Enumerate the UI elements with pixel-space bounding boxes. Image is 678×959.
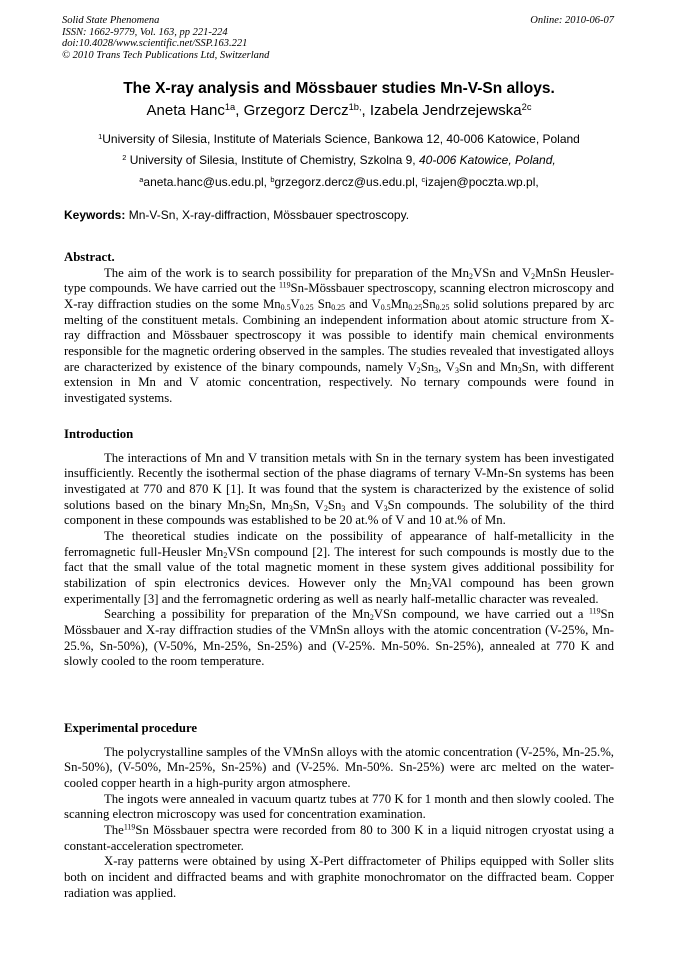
- introduction-section: [64, 427, 614, 670]
- online-date: Online: 2010-06-07: [530, 15, 614, 26]
- author-emails: $^a$aneta.hanc@us.edu.pl, $^b$grzegorz.dercz@us.edu.pl, $^c$izajen@poczta.wp.pl,: [139, 174, 539, 189]
- journal-header: [62, 15, 269, 61]
- keywords: [64, 208, 409, 222]
- journal-name: Solid State Phenomena: [62, 15, 160, 26]
- author-affiliation-mark: 2c: [521, 101, 532, 112]
- affiliation-2: $^2$ University of Silesia, Institute of Chemistry, Szkolna 9, 40-006 Katowice, Poland,: [122, 152, 556, 167]
- experimental-paragraph: X-ray patterns were obtained by using X-Pert diffractometer of Philips equipped with Soller slits both on incident and diffracted beams and with graphite monochromator on the diffracted beam. Copper radiation was applied.: [64, 854, 614, 900]
- introduction-heading: Introduction: [64, 427, 134, 441]
- author-affiliation-mark: 1a: [224, 101, 236, 112]
- abstract-heading: Abstract.: [64, 250, 115, 264]
- abstract-paragraph: The aim of the work is to search possibility for preparation of the $Mn_2VSn$ and $V_2MnSn$ Heusler-type compounds. We have carried out the $^{119}$Sn-Mössbauer spectroscopy, scanning electron microscopy and X-ray diffraction studies on the some $Mn_{0.5}V_{0.25}$ $Sn_{0.25}$ and $V_{0.5}Mn_{0.25}Sn_{0.25}$ solid solutions prepared by arc melting of the constituent metals. Combining an independent information about atomic structure from X-ray diffraction and Mössbauer spectroscopy it was possible to identify main chemical environments responsible for the magnetic ordering observed in the samples. The studies revealed that investigated alloys are characterized by existence of the binary compounds, namely $V_2Sn_3$, $V_3Sn$ and $Mn_3Sn$, with different extension in Mn and V atomic concentration, respectively. No ternary compounds were found in investigated systems.: [64, 265, 615, 405]
- introduction-paragraph: The interactions of Mn and V transition metals with Sn in the ternary system has been investigated insufficiently. Recently the isothermal section of the phase diagrams of ternary V-Mn-Sn systems has been investigated at 770 and 870 K [1]. It was found that the system is characterized by the existence of solid solutions based on the binary $Mn_2Sn$, $Mn_3Sn$, $V_2Sn_3$ and $V_3Sn$ compounds. The solubility of the third component in these compounds was established to be 20 at.% of V and 10 at.% of Mn.: [64, 450, 614, 528]
- keywords-label: Keywords:: [64, 208, 126, 222]
- experimental-paragraph: The ingots were annealed in vacuum quartz tubes at 770 K for 1 month and then slowly cooled. The scanning electron microscopy was used for concentration examination.: [64, 791, 614, 822]
- email-link[interactable]: grzegorz.dercz@us.edu.pl,: [274, 175, 419, 189]
- experimental-section: [64, 721, 614, 901]
- journal-doi: doi:10.4028/www.scientific.net/SSP.163.221: [62, 38, 248, 50]
- affiliation-1: $^1$University of Silesia, Institute of Materials Science, Bankowa 12, 40-006 Katowice, Poland: [98, 131, 580, 146]
- keywords-text: Mn-V-Sn, X-ray-diffraction, Mössbauer spectroscopy.: [128, 208, 410, 222]
- author-name: Izabela Jendrzejewska: [369, 102, 522, 119]
- author-name: Aneta Hanc: [146, 102, 225, 119]
- email-link[interactable]: aneta.hanc@us.edu.pl,: [143, 175, 268, 189]
- journal-issn: ISSN: 1662-9779, Vol. 163, pp 221-224: [62, 26, 228, 38]
- experimental-paragraph: The$^{119}$Sn Mössbauer spectra were recorded from 80 to 300 K in a liquid nitrogen cryostat using a constant-acceleration spectrometer.: [64, 822, 614, 853]
- experimental-paragraph: The polycrystalline samples of the VMnSn alloys with the atomic concentration (V-25%, Mn-25.%, Sn-50%), (V-50%, Mn-25%, Sn-25%) and (V-25%. Mn-50%. Sn-25%) were arc melted on the water-cooled copper hearth in a high-purity argon atmosphere.: [64, 744, 614, 790]
- email-link[interactable]: izajen@poczta.wp.pl,: [425, 175, 539, 189]
- author-name: Grzegorz Dercz: [243, 102, 349, 119]
- author-affiliation-mark: 1b,: [348, 101, 362, 112]
- introduction-paragraph: The theoretical studies indicate on the possibility of appearance of half-metallicity in the ferromagnetic full-Heusler $Mn_2VSn$ compound [2]. The interest for such compounds is mostly due to the fact that the small value of the total magnetic moment in these system gives additional possibility for stabilization of spin electronics devices. However only the $Mn_2VAl$ compound has been grown experimentally [3] and the ferromagnetic ordering as well as nearly half-metallic character was revealed.: [64, 528, 614, 606]
- introduction-paragraph: Searching a possibility for preparation of the $Mn_2VSn$ compound, we have carried out a $^{119}$Sn Mössbauer and X-ray diffraction studies of the VMnSn alloys with the atomic concentration (V-25%, Mn-25.%, Sn-50%), (V-50%, Mn-25%, Sn-25%) and (V-25%. Mn-50%. Sn-25%), annealed at 770 K and slowly cooled to the room temperature.: [64, 606, 615, 669]
- journal-copyright: © 2010 Trans Tech Publications Ltd, Switzerland: [62, 49, 270, 61]
- experimental-heading: Experimental procedure: [64, 721, 198, 735]
- paper-title: The X-ray analysis and Mössbauer studies Mn-V-Sn alloys.: [123, 80, 555, 97]
- abstract-section: [64, 250, 614, 407]
- author-list: Aneta Hanc$^{1a}$, Grzegorz Dercz$^{1b,}$, Izabela Jendrzejewska$^{2c}$: [146, 101, 532, 119]
